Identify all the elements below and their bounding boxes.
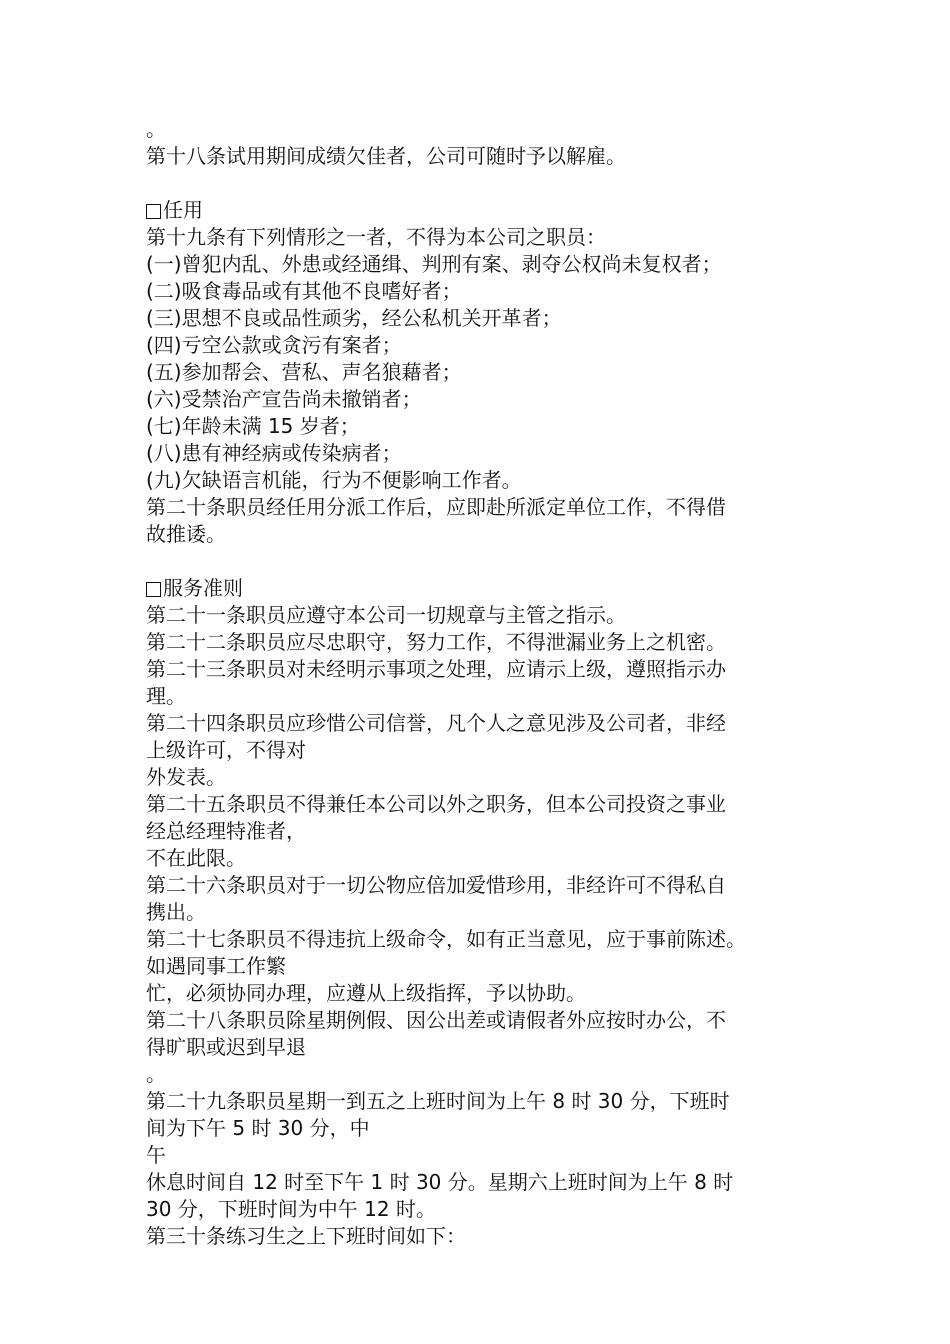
text-line: 得旷职或迟到早退 — [146, 1035, 306, 1059]
text-line: 第二十七条职员不得违抗上级命令，如有正当意见，应于事前陈述。 — [146, 927, 746, 951]
text-line: (六)受禁治产宣告尚未撤销者； — [146, 387, 422, 411]
text-line: 第十八条试用期间成绩欠佳者，公司可随时予以解雇。 — [146, 144, 626, 168]
text-line: 第二十二条职员应尽忠职守，努力工作，不得泄漏业务上之机密。 — [146, 630, 726, 654]
text-line: 携出。 — [146, 900, 206, 924]
text-line: 间为下午 5 时 30 分，中 — [146, 1116, 370, 1140]
text-line: (四)亏空公款或贪污有案者； — [146, 333, 402, 357]
text-line: (七)年龄未满 15 岁者； — [146, 414, 360, 438]
section-heading-text: 任用 — [163, 198, 203, 222]
text-line: 经总经理特准者， — [146, 819, 306, 843]
text-line: 。 — [146, 1062, 166, 1086]
text-line: (二)吸食毒品或有其他不良嗜好者； — [146, 279, 462, 303]
text-line: 第二十四条职员应珍惜公司信誉，凡个人之意见涉及公司者，非经 — [146, 711, 726, 735]
text-line: 休息时间自 12 时至下午 1 时 30 分。星期六上班时间为上午 8 时 — [146, 1170, 734, 1194]
text-line: 不在此限。 — [146, 846, 246, 870]
section-heading — [146, 197, 846, 224]
text-line: (三)思想不良或品性顽劣，经公私机关开革者； — [146, 306, 562, 330]
checkbox-square-icon — [146, 204, 161, 219]
text-line: (五)参加帮会、营私、声名狼藉者； — [146, 360, 462, 384]
text-line: (九)欠缺语言机能，行为不便影响工作者。 — [146, 468, 522, 492]
text-line: 第二十条职员经任用分派工作后，应即赴所派定单位工作，不得借 — [146, 495, 726, 519]
text-line: 第二十八条职员除星期例假、因公出差或请假者外应按时办公，不 — [146, 1008, 726, 1032]
text-line: 上级许可，不得对 — [146, 738, 306, 762]
text-line: 第二十三条职员对未经明示事项之处理，应请示上级，遵照指示办 — [146, 657, 726, 681]
text-line: 理。 — [146, 684, 186, 708]
text-line: 30 分，下班时间为中午 12 时。 — [146, 1197, 436, 1221]
text-line: 第三十条练习生之上下班时间如下： — [146, 1224, 466, 1248]
checkbox-square-icon — [146, 582, 161, 597]
text-line: 如遇同事工作繁 — [146, 954, 286, 978]
document-body — [146, 116, 846, 1250]
blank-line — [146, 170, 846, 197]
text-line: 第二十六条职员对于一切公物应倍加爱惜珍用，非经许可不得私自 — [146, 873, 726, 897]
text-line: 第二十一条职员应遵守本公司一切规章与主管之指示。 — [146, 603, 626, 627]
text-line: 故推诿。 — [146, 522, 226, 546]
text-line: (一)曾犯内乱、外患或经通缉、判刑有案、剥夺公权尚未复权者； — [146, 252, 722, 276]
text-line: 。 — [146, 117, 166, 141]
text-line: 第二十五条职员不得兼任本公司以外之职务，但本公司投资之事业 — [146, 792, 726, 816]
section-heading-text: 服务准则 — [163, 576, 243, 600]
text-line: 午 — [146, 1143, 166, 1167]
text-line: 外发表。 — [146, 765, 226, 789]
section-heading — [146, 575, 846, 602]
text-line: 第二十九条职员星期一到五之上班时间为上午 8 时 30 分，下班时 — [146, 1089, 730, 1113]
text-line: 第十九条有下列情形之一者，不得为本公司之职员： — [146, 225, 606, 249]
text-line: (八)患有神经病或传染病者； — [146, 441, 402, 465]
blank-line — [146, 548, 846, 575]
text-line: 忙，必须协同办理，应遵从上级指挥，予以协助。 — [146, 981, 586, 1005]
